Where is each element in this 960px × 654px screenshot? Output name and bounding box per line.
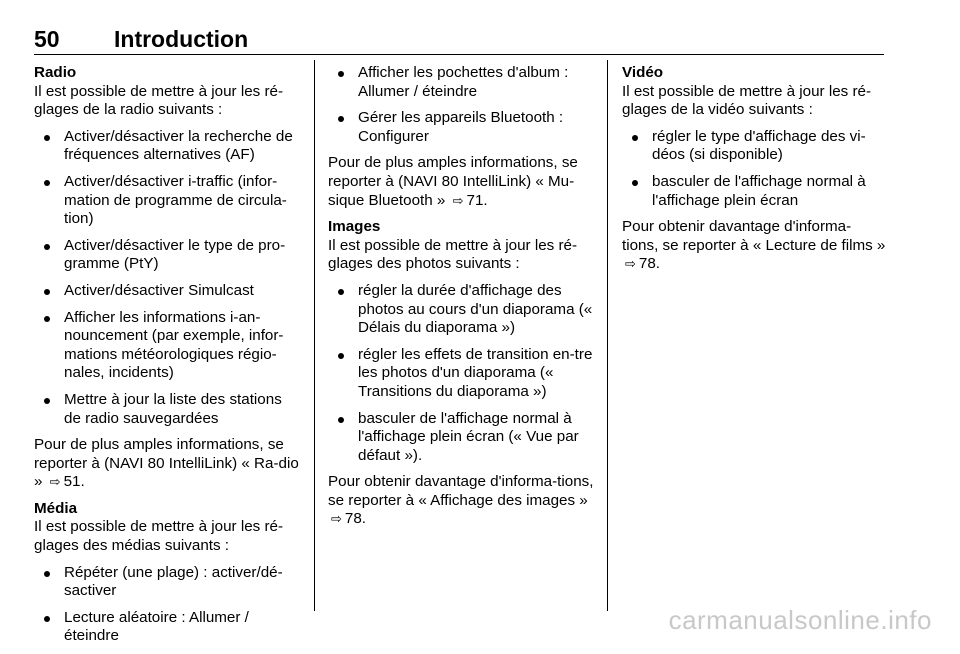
bullet-list — [34, 564, 302, 646]
paragraph-text: Il est possible de mettre à jour les ré-glages des médias suivants : — [34, 518, 284, 555]
bullet-item — [328, 346, 594, 402]
bullet-item — [328, 282, 594, 338]
column-2 — [328, 64, 594, 537]
bullet-text: Gérer les appareils Bluetooth : Configurer — [358, 109, 564, 145]
paragraph-text: Pour obtenir davantage d'informa-tions, se reporter à « Lecture de films » — [622, 218, 886, 254]
section-block — [34, 64, 302, 120]
bullet-icon — [44, 571, 50, 577]
page-reference-arrow-icon: ⇨ — [331, 511, 342, 527]
section-heading: Média — [34, 499, 78, 517]
page-reference-arrow-icon: ⇨ — [452, 192, 464, 208]
bullet-icon — [338, 71, 344, 77]
bullet-icon — [338, 417, 344, 423]
paragraph-text: Pour de plus amples informations, se reporter à (NAVI 80 IntelliLink) « Ra-dio » — [34, 436, 299, 491]
section-block — [622, 64, 886, 120]
bullet-icon — [632, 180, 638, 186]
bullet-text: régler la durée d'affichage des photos au cours d'un diaporama (« Délais du diaporama ») — [358, 281, 593, 337]
page-reference-link[interactable]: 71. — [466, 191, 488, 209]
section-heading: Vidéo — [622, 64, 664, 81]
bullet-icon — [632, 135, 638, 141]
bullet-icon — [338, 289, 344, 295]
page-reference-link[interactable]: 51. — [63, 473, 85, 491]
paragraph-text: Il est possible de mettre à jour les ré-glages de la vidéo suivants : — [622, 82, 872, 119]
bullet-icon — [44, 316, 50, 322]
page-reference-arrow-icon: ⇨ — [625, 256, 636, 272]
section-heading: Images — [328, 218, 381, 236]
page-reference-link[interactable]: 78. — [638, 255, 661, 273]
paragraph — [34, 436, 302, 492]
bullet-text: Activer/désactiver Simulcast — [64, 281, 254, 299]
paragraph — [328, 154, 594, 210]
paragraph — [622, 218, 886, 274]
section-title: Introduction — [114, 26, 249, 52]
page-reference-link[interactable]: 78. — [344, 510, 367, 528]
bullet-item — [34, 391, 302, 428]
bullet-icon — [44, 180, 50, 186]
bullet-item — [34, 237, 302, 274]
column-3 — [622, 64, 886, 282]
bullet-item — [34, 564, 302, 601]
paragraph-text: Pour de plus amples informations, se reporter à (NAVI 80 IntelliLink) « Mu-sique Bluetooth » — [328, 154, 578, 209]
bullet-icon — [338, 353, 344, 359]
bullet-list — [622, 128, 886, 210]
bullet-text: régler le type d'affichage des vi-déos (si disponible) — [652, 127, 866, 164]
bullet-item — [622, 173, 886, 210]
bullet-item — [34, 173, 302, 229]
bullet-item — [34, 609, 302, 646]
bullet-item — [622, 128, 886, 165]
section-block — [34, 500, 302, 556]
bullet-icon — [44, 289, 50, 295]
bullet-text: Activer/désactiver i-traffic (infor-mation de programme de circula-tion) — [64, 172, 287, 228]
bullet-icon — [44, 398, 50, 404]
bullet-icon — [44, 616, 50, 622]
bullet-list — [328, 282, 594, 465]
bullet-item — [34, 282, 302, 301]
bullet-text: Afficher les informations i-an-nouncement (par exemple, infor-mations météorologiques régio-nales, incidents) — [64, 308, 284, 382]
bullet-icon — [44, 135, 50, 141]
watermark: carmanualsonline.info — [668, 605, 932, 635]
paragraph — [328, 473, 594, 529]
section-block — [328, 218, 594, 274]
bullet-text: Répéter (une plage) : activer/dé-sactiver — [64, 563, 283, 600]
bullet-icon — [338, 116, 344, 122]
bullet-text: Afficher les pochettes d'album : Allumer / éteindre — [358, 64, 569, 100]
section-heading: Radio — [34, 64, 77, 81]
bullet-text: régler les effets de transition en-tre les photos d'un diaporama (« Transitions du diaporama ») — [358, 345, 593, 400]
page-number: 50 — [34, 26, 60, 52]
paragraph-text: Pour obtenir davantage d'informa-tions, se reporter à « Affichage des images » — [328, 473, 594, 509]
bullet-item — [328, 109, 594, 146]
bullet-item — [328, 64, 594, 101]
bullet-list — [328, 64, 594, 146]
bullet-text: Activer/désactiver le type de pro-gramme (PtY) — [64, 236, 286, 273]
bullet-item — [328, 410, 594, 466]
bullet-text: Mettre à jour la liste des stations de radio sauvegardées — [64, 390, 282, 427]
bullet-item — [34, 128, 302, 165]
bullet-text: Activer/désactiver la recherche de fréquences alternatives (AF) — [64, 127, 293, 164]
page-reference-arrow-icon: ⇨ — [49, 474, 61, 490]
bullet-item — [34, 309, 302, 383]
bullet-text: basculer de l'affichage normal à l'affichage plein écran (« Vue par défaut »). — [358, 409, 579, 464]
bullet-list — [34, 128, 302, 428]
column-divider — [314, 60, 315, 611]
paragraph-text: Il est possible de mettre à jour les ré-glages de la radio suivants : — [34, 82, 284, 119]
bullet-text: Lecture aléatoire : Allumer / éteindre — [64, 608, 249, 645]
column-1 — [34, 64, 302, 654]
page-header — [34, 24, 884, 55]
bullet-text: basculer de l'affichage normal à l'affichage plein écran — [652, 172, 866, 209]
bullet-icon — [44, 244, 50, 250]
column-divider — [607, 60, 608, 611]
paragraph-text: Il est possible de mettre à jour les ré-glages des photos suivants : — [328, 236, 578, 273]
